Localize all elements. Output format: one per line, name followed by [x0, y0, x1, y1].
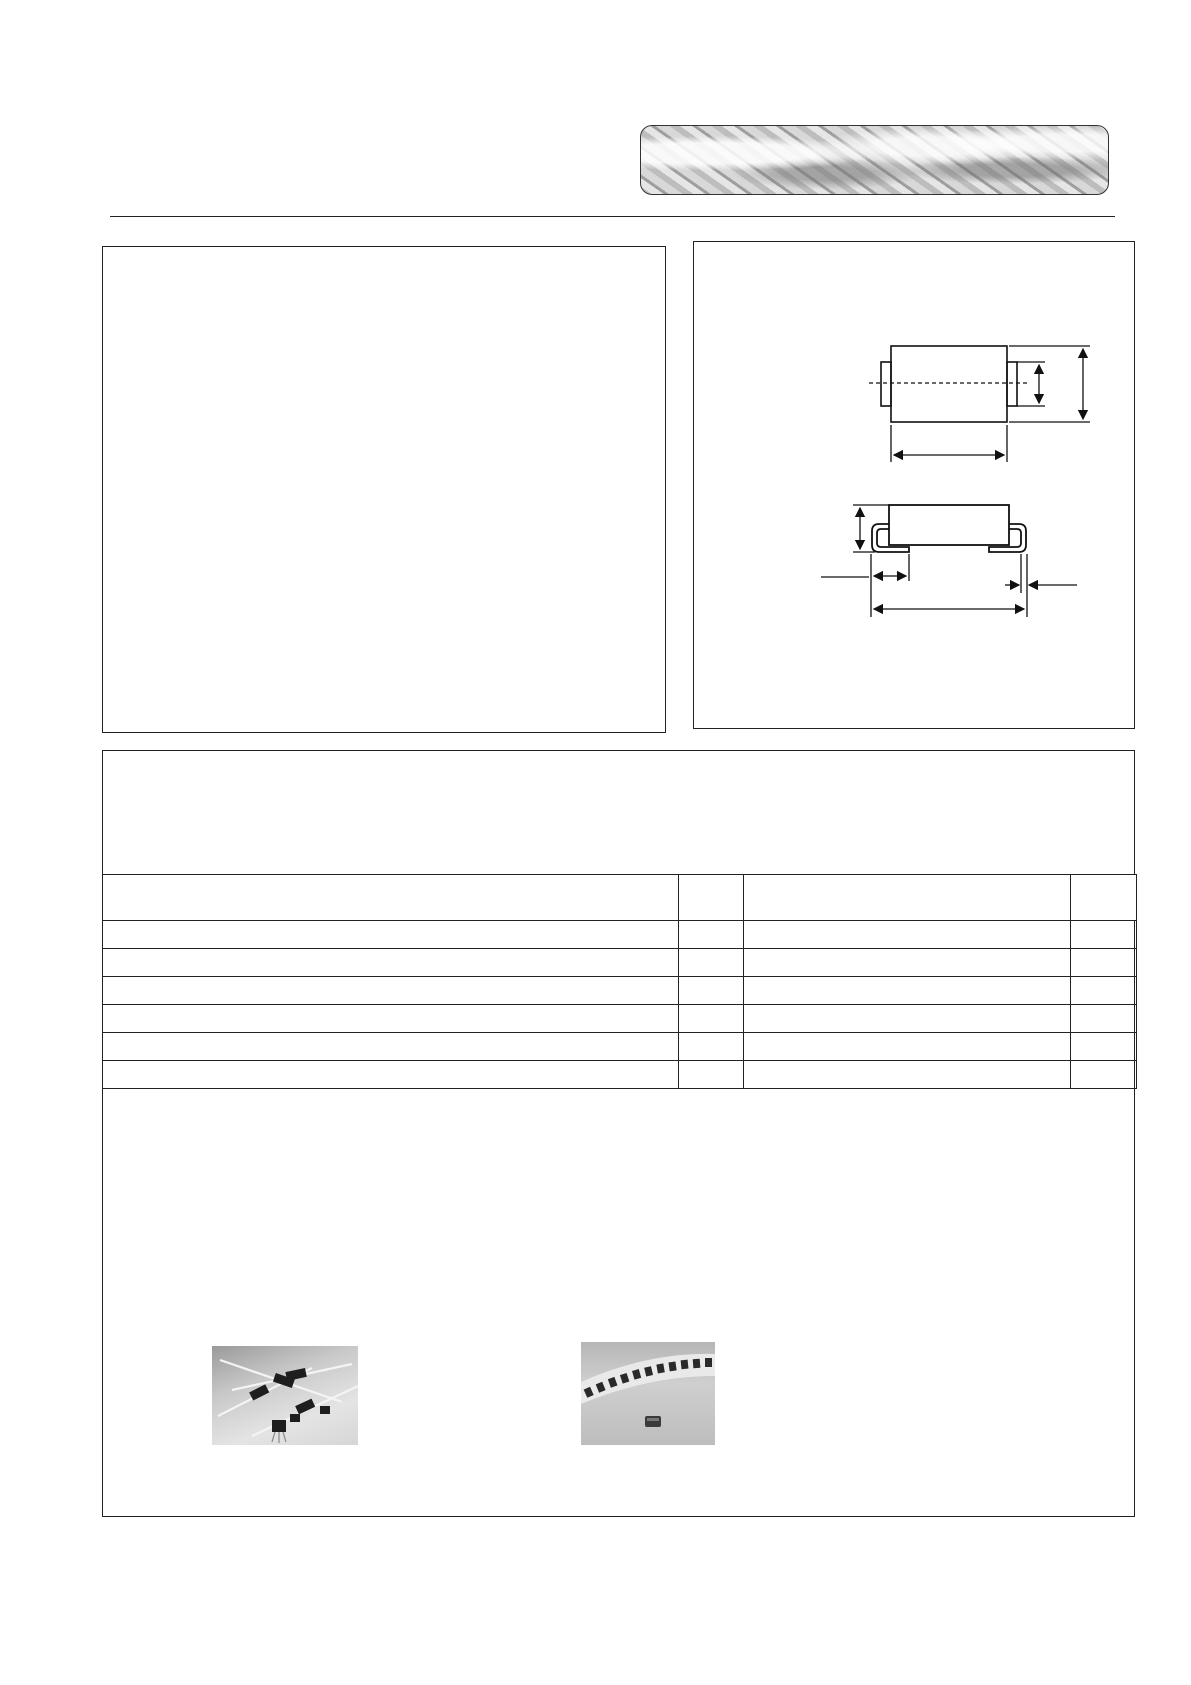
column-header-symbol — [679, 875, 744, 921]
table-cell — [1071, 1061, 1137, 1089]
table-cell — [1071, 1033, 1137, 1061]
table-row — [103, 1033, 1137, 1061]
column-header-unit — [1071, 875, 1137, 921]
outline-drawing-panel — [693, 241, 1135, 729]
table-cell — [679, 921, 744, 949]
table-cell — [1071, 949, 1137, 977]
table-cell — [103, 949, 679, 977]
ratings-table — [102, 874, 1137, 1089]
table-header-row — [103, 875, 1137, 921]
features-panel — [102, 246, 666, 733]
table-cell — [679, 1033, 744, 1061]
table-cell — [679, 1061, 744, 1089]
table-cell — [103, 977, 679, 1005]
table-row — [103, 921, 1137, 949]
axial-diode-assortment-photo-icon — [212, 1346, 358, 1445]
table-cell — [679, 977, 744, 1005]
table-row — [103, 949, 1137, 977]
column-header-parameter — [103, 875, 679, 921]
table-cell — [103, 1005, 679, 1033]
table-cell — [744, 1005, 1071, 1033]
table-cell — [1071, 1005, 1137, 1033]
table-cell — [1071, 921, 1137, 949]
table-cell — [744, 949, 1071, 977]
table-cell — [103, 1033, 679, 1061]
table-cell — [679, 1005, 744, 1033]
table-cell — [103, 921, 679, 949]
table-cell — [744, 1033, 1071, 1061]
table-row — [103, 1061, 1137, 1089]
table-row — [103, 1005, 1137, 1033]
smd-tape-reel-photo-icon — [581, 1342, 715, 1445]
side-view-outline-drawing-icon — [821, 505, 1077, 617]
top-view-outline-drawing-icon — [869, 346, 1090, 462]
table-row — [103, 977, 1137, 1005]
table-cell — [744, 921, 1071, 949]
table-cell — [103, 1061, 679, 1089]
table-cell — [679, 949, 744, 977]
table-cell — [744, 977, 1071, 1005]
package-outline-drawing-icon — [693, 241, 1135, 729]
table-cell — [1071, 977, 1137, 1005]
column-header-value — [744, 875, 1071, 921]
smd-carrier-tape-illustration-icon — [581, 1342, 715, 1445]
header-divider — [110, 216, 1115, 217]
marble-banner-icon — [640, 125, 1109, 195]
axial-diodes-illustration-icon — [212, 1346, 358, 1445]
table-cell — [744, 1061, 1071, 1089]
